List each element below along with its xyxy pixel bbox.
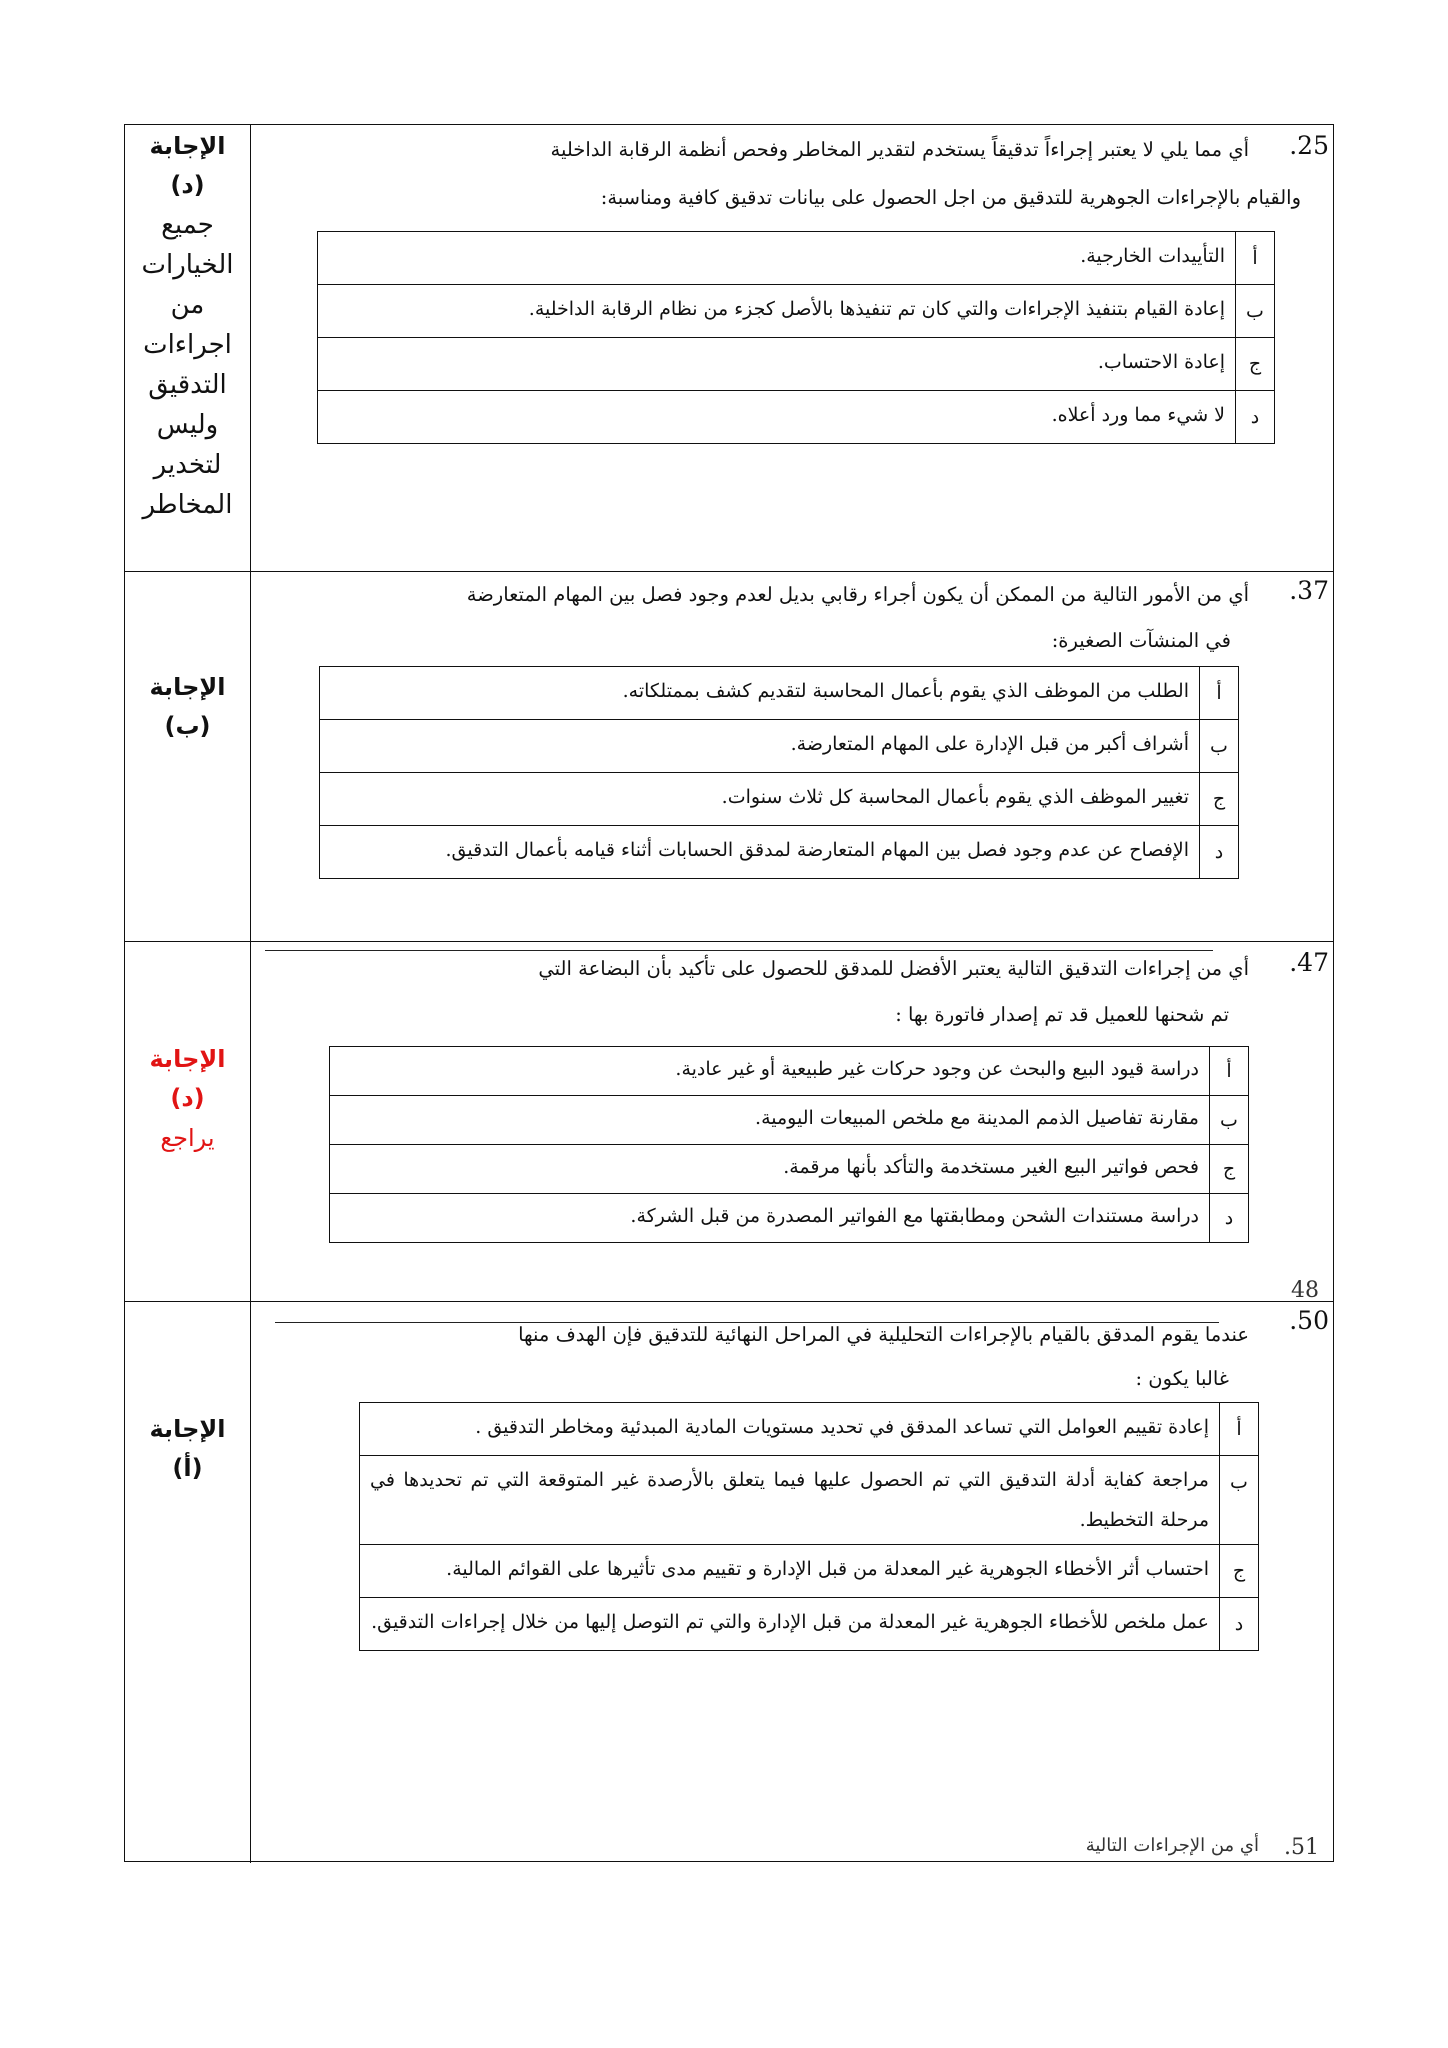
- option-text: إعادة تقييم العوامل التي تساعد المدقق في تحديد مستويات المادية المبدئية ومخاطر التدقيق .: [360, 1403, 1220, 1456]
- question-text: عندما يقوم المدقق بالقيام بالإجراءات التحليلية في المراحل النهائية للتدقيق فإن الهدف منها: [518, 1323, 1249, 1346]
- answer-cell: [125, 1410, 250, 1488]
- option-letter: ب: [1220, 1456, 1259, 1545]
- answer-choice: (ب): [164, 712, 211, 740]
- answer-note-line: يراجع: [160, 1124, 215, 1152]
- option-text: دراسة مستندات الشحن ومطابقتها مع الفواتير المصدرة من قبل الشركة.: [330, 1194, 1210, 1243]
- column-divider: [250, 572, 251, 941]
- answer-cell: [125, 1040, 250, 1158]
- option-row: [318, 285, 1275, 338]
- options-table: [317, 231, 1275, 444]
- answer-label: الإجابة: [149, 1045, 226, 1073]
- option-row: [318, 391, 1275, 444]
- option-text: التأييدات الخارجية.: [318, 232, 1236, 285]
- option-letter: د: [1220, 1598, 1259, 1651]
- question-text: أي من الأمور التالية من الممكن أن يكون أجراء رقابي بديل لعدم وجود فصل بين المهام المتعارضة: [466, 583, 1249, 606]
- options-table: [329, 1046, 1249, 1243]
- option-row: [320, 667, 1239, 720]
- question-cell: [265, 1302, 1329, 1864]
- option-text: إعادة القيام بتنفيذ الإجراءات والتي كان تم تنفيذها بالأصل كجزء من نظام الرقابة الداخلية.: [318, 285, 1236, 338]
- question-row: [125, 571, 1333, 941]
- answer-note-line: التدقيق: [148, 370, 227, 400]
- option-row: [330, 1194, 1249, 1243]
- option-letter: د: [1236, 391, 1275, 444]
- answer-cell: [125, 668, 250, 746]
- option-letter: أ: [1200, 667, 1239, 720]
- option-text: احتساب أثر الأخطاء الجوهرية غير المعدلة من قبل الإدارة و تقييم مدى تأثيرها على القوائم المالية.: [360, 1545, 1220, 1598]
- cut-off-question-number: .51: [1284, 1835, 1319, 1860]
- option-row: [360, 1403, 1259, 1456]
- answer-note-line: وليس: [156, 410, 219, 440]
- option-row: [318, 338, 1275, 391]
- option-letter: ج: [1236, 338, 1275, 391]
- option-row: [330, 1047, 1249, 1096]
- option-row: [360, 1598, 1259, 1651]
- option-row: [360, 1456, 1259, 1545]
- option-row: [320, 773, 1239, 826]
- question-cell: [265, 125, 1329, 571]
- option-text: لا شيء مما ورد أعلاه.: [318, 391, 1236, 444]
- option-text: مقارنة تفاصيل الذمم المدينة مع ملخص المبيعات اليومية.: [330, 1096, 1210, 1145]
- options-table: [359, 1402, 1259, 1651]
- option-row: [330, 1096, 1249, 1145]
- answer-note-line: جميع: [161, 210, 214, 240]
- option-text: أشراف أكبر من قبل الإدارة على المهام المتعارضة.: [320, 720, 1200, 773]
- option-letter: د: [1200, 826, 1239, 879]
- question-row: [125, 941, 1333, 1301]
- option-letter: ج: [1200, 773, 1239, 826]
- option-text: دراسة قيود البيع والبحث عن وجود حركات غير طبيعية أو غير عادية.: [330, 1047, 1210, 1096]
- cut-off-question-number: 48: [1291, 1278, 1319, 1303]
- option-row: [318, 232, 1275, 285]
- question-text: والقيام بالإجراءات الجوهرية للتدقيق من اجل الحصول على بيانات تدقيق كافية ومناسبة:: [600, 186, 1301, 209]
- option-row: [320, 720, 1239, 773]
- question-cell: [265, 572, 1329, 942]
- question-number: .37: [1289, 576, 1329, 605]
- answer-note-line: الخيارات: [141, 250, 234, 280]
- option-letter: أ: [1220, 1403, 1259, 1456]
- question-cell: [265, 942, 1329, 1303]
- question-number: .25: [1289, 131, 1329, 160]
- option-letter: ب: [1236, 285, 1275, 338]
- option-letter: ب: [1200, 720, 1239, 773]
- column-divider: [250, 1302, 251, 1863]
- option-text: الإفصاح عن عدم وجود فصل بين المهام المتعارضة لمدقق الحسابات أثناء قيامه بأعمال التدقيق.: [320, 826, 1200, 879]
- answer-choice: (أ): [172, 1454, 203, 1482]
- question-text: أي من إجراءات التدقيق التالية يعتبر الأفضل للمدقق للحصول على تأكيد بأن البضاعة التي: [538, 957, 1249, 980]
- cut-off-question-text: أي من الإجراءات التالية: [1085, 1835, 1259, 1856]
- answer-note-line: اجراءات: [143, 330, 232, 360]
- option-text: فحص فواتير البيع الغير مستخدمة والتأكد بأنها مرقمة.: [330, 1145, 1210, 1194]
- question-text: في المنشآت الصغيرة:: [1051, 629, 1231, 652]
- option-text: مراجعة كفاية أدلة التدقيق التي تم الحصول عليها فيما يتعلق بالأرصدة غير المتوقعة التي تم تحديدها في مرحلة التخطيط.: [360, 1456, 1220, 1545]
- question-row: [125, 1301, 1333, 1863]
- option-text: إعادة الاحتساب.: [318, 338, 1236, 391]
- question-text: تم شحنها للعميل قد تم إصدار فاتورة بها :: [895, 1003, 1229, 1026]
- column-divider: [250, 942, 251, 1301]
- option-letter: ج: [1220, 1545, 1259, 1598]
- question-number: .47: [1289, 948, 1329, 977]
- option-row: [320, 826, 1239, 879]
- column-divider: [250, 125, 251, 571]
- option-letter: ب: [1210, 1096, 1249, 1145]
- answer-choice: (د): [170, 1084, 205, 1112]
- option-row: [360, 1545, 1259, 1598]
- answer-label: الإجابة: [149, 673, 226, 701]
- option-letter: ج: [1210, 1145, 1249, 1194]
- answer-note-line: لتخدير: [153, 450, 222, 480]
- questions-table: [124, 124, 1334, 1862]
- option-letter: د: [1210, 1194, 1249, 1243]
- option-letter: أ: [1210, 1047, 1249, 1096]
- options-table: [319, 666, 1239, 879]
- answer-note-line: من: [170, 290, 205, 320]
- option-row: [330, 1145, 1249, 1194]
- scan-line: [265, 950, 1213, 951]
- answer-choice: (د): [170, 171, 205, 199]
- answer-label: الإجابة: [149, 1415, 226, 1443]
- question-number: .50: [1289, 1306, 1329, 1335]
- option-text: عمل ملخص للأخطاء الجوهرية غير المعدلة من قبل الإدارة والتي تم التوصل إليها من خلال إجراءات التدقيق.: [360, 1598, 1220, 1651]
- answer-label: الإجابة: [149, 132, 226, 160]
- answer-note-line: المخاطر: [142, 490, 233, 520]
- option-text: تغيير الموظف الذي يقوم بأعمال المحاسبة كل ثلاث سنوات.: [320, 773, 1200, 826]
- question-text: غالبا يكون :: [1135, 1367, 1229, 1390]
- option-text: الطلب من الموظف الذي يقوم بأعمال المحاسبة لتقديم كشف بممتلكاته.: [320, 667, 1200, 720]
- question-text: أي مما يلي لا يعتبر إجراءاً تدقيقاً يستخدم لتقدير المخاطر وفحص أنظمة الرقابة الداخلية: [550, 138, 1249, 161]
- question-row: [125, 125, 1333, 571]
- option-letter: أ: [1236, 232, 1275, 285]
- answer-cell: [125, 127, 250, 525]
